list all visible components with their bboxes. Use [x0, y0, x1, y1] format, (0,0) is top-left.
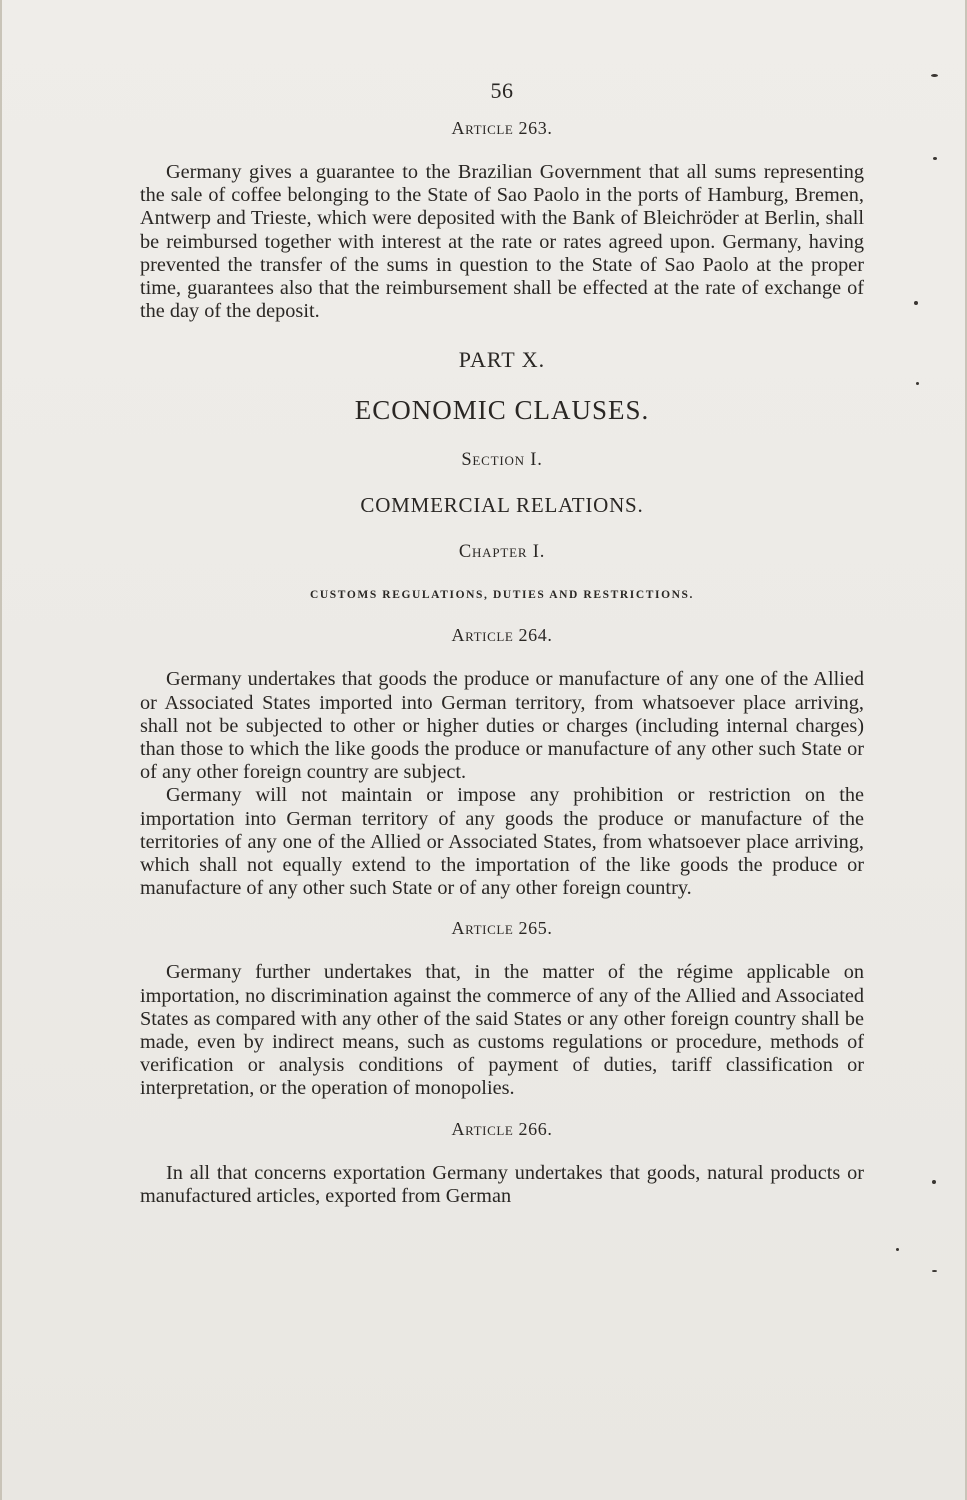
chapter-title: CUSTOMS REGULATIONS, DUTIES AND RESTRICTIONS.: [309, 589, 695, 602]
spacer: [140, 900, 864, 918]
paper-speck: [931, 74, 938, 77]
paper-speck: [933, 157, 937, 160]
article-264-heading: Article 264.: [451, 625, 553, 646]
chapter-heading: Chapter I.: [458, 542, 546, 563]
article-264-paragraph-2: Germany will not maintain or impose any prohibition or restriction on the importation into German territory of any goods the produce or manufacture of the territories of any one of the Allied or Associated States, from whatsoever place arriving, which shall not equally extend to the importation of the like goods the produce or manufacture of any other such State or of any other foreign country.: [140, 784, 864, 900]
article-266-heading: Article 266.: [451, 1118, 553, 1139]
section-title: COMMERCIAL RELATIONS.: [360, 493, 644, 518]
section-heading: Section I.: [461, 450, 543, 471]
article-263-heading: Article 263.: [451, 118, 553, 138]
article-264-paragraph-1: Germany undertakes that goods the produce or manufacture of any one of the Allied or Associated States imported into German territory, from whatsoever place arriving, shall not be subjected to other or higher duties or charges (including internal charges) than those to which the like goods the produce or manufacture of any other such State or of any other foreign country are subject.: [140, 668, 864, 784]
article-263-text: Germany gives a guarantee to the Brazilian Government that all sums representing the sale of coffee belonging to the State of Sao Paolo in the ports of Hamburg, Bremen, Antwerp and Trieste, which were deposited with the Bank of Bleichröder at Berlin, shall be reimbursed together with interest at the rate or rates agreed upon. Germany, having prevented the transfer of the sums in question to the State of Sao Paolo at the proper time, guarantees also that the reimbursement shall be effected at the rate of exchange of the day of the deposit.: [140, 161, 864, 323]
spacer: [140, 1101, 864, 1119]
page-number: 56: [490, 78, 514, 103]
article-266-text: In all that concerns exportation Germany undertakes that goods, natural products or manufactured articles, exported from German: [140, 1161, 864, 1207]
paper-speck: [914, 301, 918, 305]
part-heading: PART X.: [458, 347, 546, 373]
spacer: [140, 323, 864, 341]
paper-speck: [896, 1248, 899, 1251]
part-title: ECONOMIC CLAUSES.: [354, 395, 650, 426]
paper-speck: [932, 1180, 936, 1184]
article-265-text: Germany further undertakes that, in the matter of the régime applicable on importation, no discrimination against the commerce of any of the Allied and Associated States as compared with any other of the said States or any other foreign country shall be made, even by indirect means, such as customs regulations or procedure, methods of verification or analysis conditions of payment of duties, tariff classification or interpretation, or the operation of monopolies.: [140, 961, 864, 1100]
page-content: [140, 78, 864, 1208]
paper-speck: [932, 1270, 937, 1272]
article-265-heading: Article 265.: [451, 918, 553, 939]
paper-speck: [916, 382, 919, 385]
